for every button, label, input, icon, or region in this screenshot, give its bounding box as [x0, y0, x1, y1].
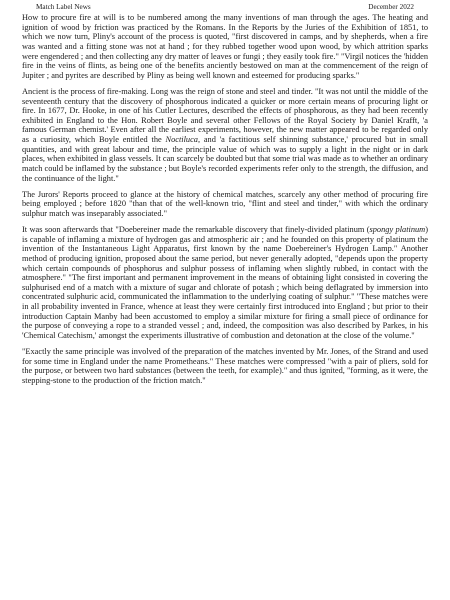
paragraph: [22, 190, 428, 219]
text-run: The Jurors' Reports proceed to glance at the history of chemical matches, scarcely any other method of procuring fire being employed ; before 1820 "than that of the well-known trio, "flint and steel and tinder," with which the ordinary sulphur match was inseparably associated.": [22, 189, 428, 218]
publication-name: Match Label News: [36, 3, 91, 11]
paragraph: [22, 225, 428, 341]
text-run: , and 'a factitious self shinning substance,' procured but in small quantities, and with great labour and time, the principle value of which was to supply a light in the night or in dark places, when exhibited in glass vessels. It can scarcely be doubted but that some trial was made as to whether an ordinary match could be inflamed by the substance ; but Boyle's recorded experiments refer only to the strength, the diffusion, and the continuance of the light.": [22, 135, 428, 183]
paragraph: [22, 87, 428, 183]
paragraph: [22, 347, 428, 386]
italic-term: spongy platinum: [369, 225, 426, 234]
issue-date: December 2022: [368, 3, 414, 11]
page-header: [22, 3, 428, 12]
italic-term: Noctiluca: [165, 135, 198, 144]
text-run: ) is capable of inflaming a mixture of hydrogen gas and atmospheric air ; and he founded on this property of platinum the invention of the Instantaneous Light Apparatus, first known by the name Doebereiner's Hydrogen Lamp." Another method of producing ignition, proposed about the same period, but never generally adopted, "depends upon the property which certain compounds of phosphorus and sulphur possess of inflaming when slightly rubbed, in contact with the atmosphere." "The first important and permanent improvement in the means of obtaining light consisted in covering the sulphurised end of a match with a mixture of sugar and chlorate of potash ; which being deflagrated by immersion into concentrated sulphuric acid, communicated the inflammation to the underlying coating of sulphur." "These matches were in all probability invented in France, whence at least they were certainly first introduced into England ; but prior to their introduction Captain Manby had been accustomed to employ a similar mixture for firing a small piece of ordinance for the purpose of conveying a rope to a stranded vessel ; and, indeed, the composition was also described by Parkes, in his 'Chemical Catechism,' amongst the experiments illustrative of combustion and detonation at the close of the volume.": [22, 225, 428, 340]
article-body: [22, 13, 428, 386]
paragraph: [22, 13, 428, 80]
text-run: It was soon afterwards that "Doebereiner made the remarkable discovery that finely-divided platinum (: [22, 225, 370, 234]
text-run: Ancient is the process of fire-making. Long was the reign of stone and steel and tinder. "It was not until the middle of the seventeenth century that the discovery of phosphorous indicated a quicker or more certain means of procuring light or fire. In 1677, Dr. Hooke, in one of his Cutler Lectures, described the effects of phosphorous, as they had been recently exhibited in England to the Hon. Robert Boyle and several other Fellows of the Royal Society by Daniel Krafft, 'a famous German chemist.' Even after all the earliest experiments, however, the new matter appeared to be regarded only as a curiosity, which Boyle entitled the: [22, 86, 428, 144]
text-run: "Exactly the same principle was involved of the preparation of the matches invented by Mr. Jones, of the Strand and used for some time in England under the name Prometheans." These matches were compressed "with a pair of pliers, sold for the purpose, or between two hard substances (between the teeth, for example)." and thus ignited, "forming, as it were, the stepping-stone to the production of the friction match.": [22, 347, 428, 385]
text-run: How to procure fire at will is to be numbered among the many inventions of man through the ages. The heating and ignition of wood by friction was practiced by the Romans. In the Reports by the Juries of the Exhibition of 1851, to which we now turn, Pliny's account of the process is quoted, "first discovered in camps, and by shepherds, when a fire was wanted and a fitting stone was not at hand ; for they rubbed together wood upon wood, by which attrition sparks were engendered ; and then collecting any dry matter of leaves or fungi ; they easily took fire." "Virgil notices the 'hidden fire in the veins of flints, as being one of the benefits anciently bestowed on man at the commencement of the reign of Jupiter ; and pyrites are described by Pliny as being well known and esteemed for producing sparks.": [22, 13, 428, 80]
